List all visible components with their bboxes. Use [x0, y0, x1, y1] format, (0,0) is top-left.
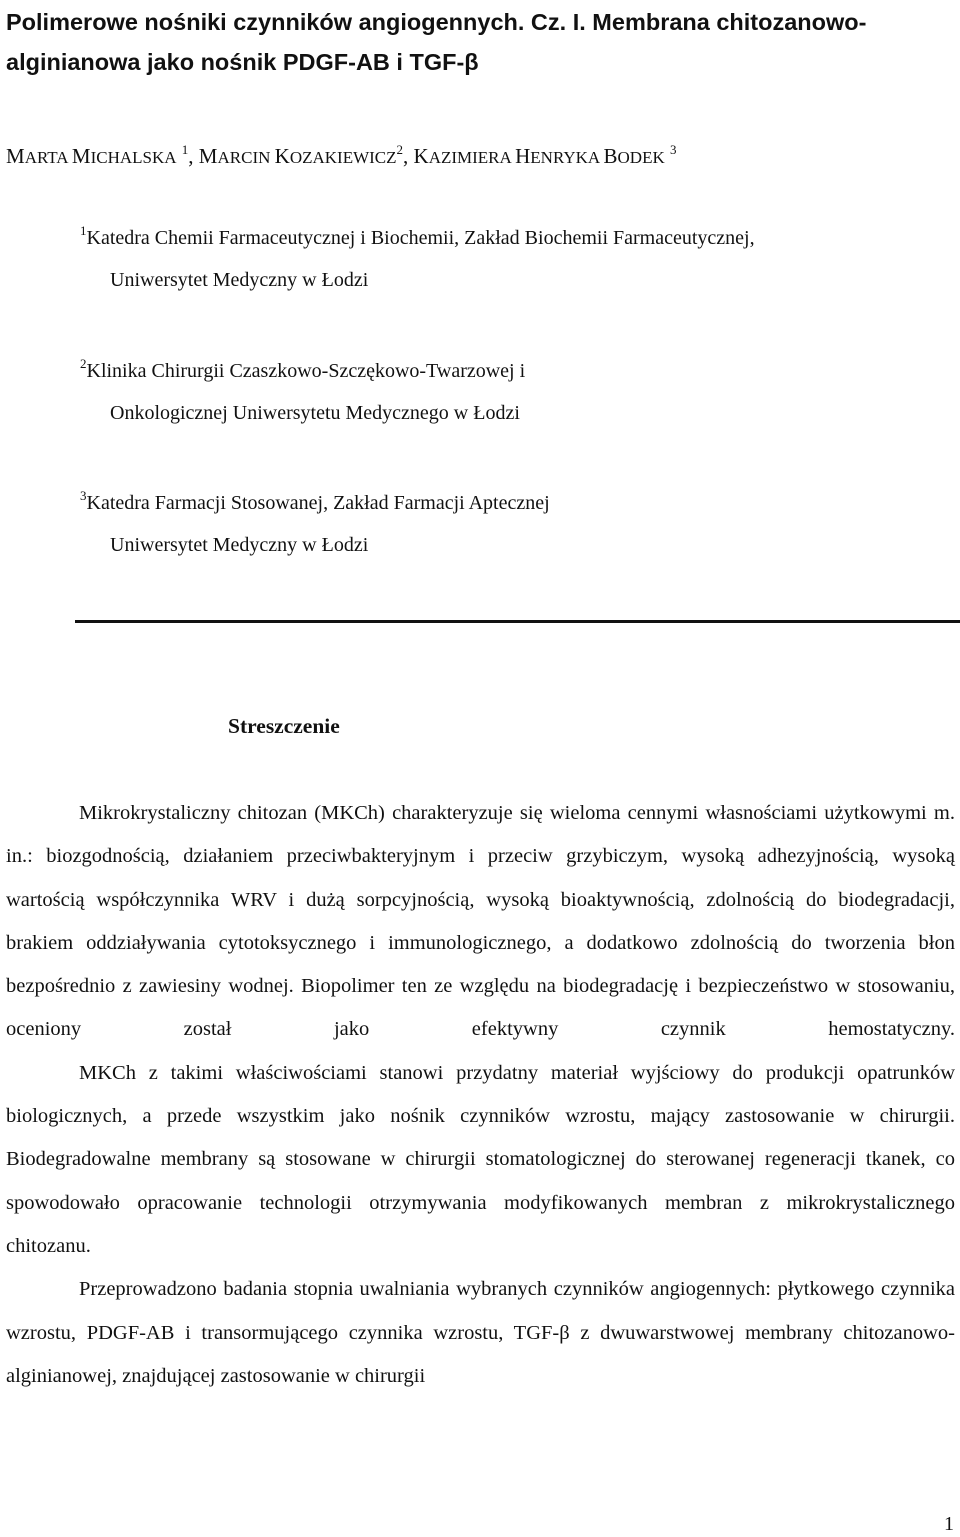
- affiliation-1-line-1: Katedra Chemii Farmaceutycznej i Biochemii, Zakład Biochemii Farmaceutycznej,: [86, 227, 755, 249]
- affiliation-1-number: 1: [80, 223, 87, 238]
- author-1-affiliation-marker: 1: [181, 142, 189, 157]
- affiliation-2-line-2: Onkologicznej Uniwersytetu Medycznego w Łodzi: [110, 402, 520, 424]
- abstract-heading: Streszczenie: [228, 714, 340, 738]
- author-3-affiliation-marker: 3: [669, 142, 677, 157]
- affiliation-3: [80, 482, 550, 566]
- affiliation-2-line-1: Klinika Chirurgii Czaszkowo-Szczękowo-Twarzowej i: [86, 360, 526, 382]
- author-3: KAZIMIERA HENRYKA BODEK $^3$: [413, 142, 677, 168]
- author-2: MARCIN KOZAKIEWICZ$^2$,: [198, 142, 414, 168]
- author-2-affiliation-marker: 2: [396, 142, 404, 157]
- paper-title: Polimerowe nośniki czynników angiogennych. Cz. I. Membrana chitozanowo-alginianowa jako nośnik PDGF-AB i TGF-β: [6, 9, 867, 75]
- affiliation-2-number: 2: [80, 356, 87, 371]
- abstract-paragraph-2: MKCh z takimi właściwościami stanowi przydatny materiał wyjściowy do produkcji opatrunków biologicznych, a przede wszystkim jako nośnik czynników wzrostu, mający zastosowanie w chirurgii. Biodegradowalne membrany są stosowane w chirurgii stomatologicznej do sterowanej regeneracji tkanek, co spowodowało opracowanie technologii otrzymywania modyfikowanych membran z mikrokrystalicznego chitozanu.: [6, 1061, 955, 1257]
- affiliation-3-number: 3: [80, 488, 87, 503]
- abstract-paragraph-3: Przeprowadzono badania stopnia uwalniania wybranych czynników angiogennych: płytkowego czynnika wzrostu, PDGF-AB i transormującego czynnika wzrostu, TGF-β z dwuwarstwowej membrany chitozanowo-alginianowej, znajdującej zastosowanie w chirurgii: [6, 1278, 955, 1387]
- affiliation-3-line-2: Uniwersytet Medyczny w Łodzi: [110, 534, 369, 556]
- affiliation-1: [80, 217, 755, 301]
- author-list: [6, 140, 676, 174]
- affiliation-2: [80, 350, 525, 434]
- author-1: MARTA MICHALSKA $^1$,: [6, 142, 199, 168]
- page-number: 1: [944, 1513, 954, 1535]
- abstract-body: [6, 792, 955, 1398]
- affiliation-3-line-1: Katedra Farmacji Stosowanej, Zakład Farmacji Aptecznej: [86, 492, 550, 514]
- affiliation-1-line-2: Uniwersytet Medyczny w Łodzi: [110, 269, 369, 291]
- abstract-paragraph-1: Mikrokrystaliczny chitozan (MKCh) charakteryzuje się wieloma cennymi własnościami użytkowymi m. in.: biozgodnością, działaniem przeciwbakteryjnym i przeciw grzybiczym, wysoką adhezyjnością, wysoką wartością współczynnika WRV i dużą sorpcyjnością, wysoką bioaktywnością, zdolnością do biodegradacji, brakiem oddziaływania cytotoksycznego i immunologicznego, a dodatkowo zdolnością do tworzenia błon bezpośrednio z zawiesiny wodnej. Biopolimer ten ze względu na biodegradację i bezpieczeństwo w stosowaniu, oceniony został jako efektywny czynnik hemostatyczny.: [6, 802, 955, 1041]
- section-divider: [75, 620, 960, 623]
